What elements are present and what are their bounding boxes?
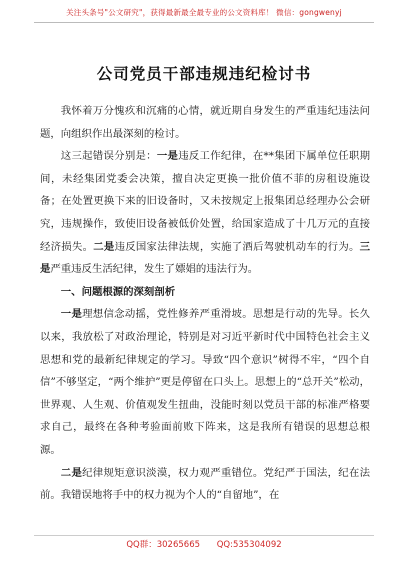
root-cause-paragraph-1 <box>40 303 370 461</box>
footer-qq: QQ:535304092 <box>216 540 282 550</box>
footer-divider <box>34 535 374 536</box>
root-marker-1: 一是 <box>60 308 83 321</box>
header-note: 关注头条号"公文研究"，获得最新最全最专业的公文资料库！ 微信：gongwenyj <box>66 8 342 17</box>
root-text-2: 纪律规矩意识淡漠，权力观严重错位。党纪严于国法，纪在法前。我错误地将手中的权力视为个人的“自留地”，在 <box>40 466 370 502</box>
errors-text-3: 严重违反生活纪律，发生了嫖娼的违法行为。 <box>50 263 259 276</box>
document-body <box>40 100 370 507</box>
errors-marker-2: 二是 <box>93 240 115 253</box>
root-text-1: 理想信念动摇，党性修养严重滑坡。思想是行动的先导。长久以来，我放松了对政治理论，特别是对习近平新时代中国特色社会主义思想和党的最新纪律规定的学习。导致“四个意识”树得不牢，“四个自信”不够坚定，“两个维护”更是停留在口头上。思想上的“总开关”松动，世界观、人生观、价值观发生扭曲，没能时刻以党员干部的标准严格要求自己，最终在各种考验面前败下阵来，这是我所有错误的思想总根源。 <box>40 308 370 456</box>
errors-marker-1: 一是 <box>156 150 179 163</box>
section-heading: 一、问题根源的深刻剖析 <box>60 285 176 298</box>
errors-marker-3: 三是 <box>40 240 371 276</box>
document-title: 公司党员干部违规违纪检讨书 <box>96 64 312 83</box>
footer-qq-group: QQ群：30265665 <box>126 540 201 550</box>
footer <box>0 538 408 550</box>
errors-paragraph <box>40 145 370 281</box>
root-cause-paragraph-2 <box>40 462 370 507</box>
errors-lead: 这三起错误分别是： <box>60 150 157 163</box>
errors-text-1: 违反工作纪律，在**集团下属单位任职期间，未经集团党委会决策，擅自决定更换一批价值不菲的房租设施设备；在处置更换下来的旧设备时，又未按规定上报集团总经理办公会研究，违规操作，致使旧设备被低价处置，给国家造成了十几万元的直接经济损失。 <box>40 150 370 253</box>
intro-paragraph: 我怀着万分愧疚和沉痛的心情，就近期自身发生的严重违纪违法问题，向组织作出最深刻的检讨。 <box>40 105 370 140</box>
root-marker-2: 二是 <box>60 466 83 479</box>
errors-text-2: 违反国家法律法规，实施了酒后驾驶机动车的行为。 <box>114 240 360 253</box>
header-divider <box>34 22 374 23</box>
